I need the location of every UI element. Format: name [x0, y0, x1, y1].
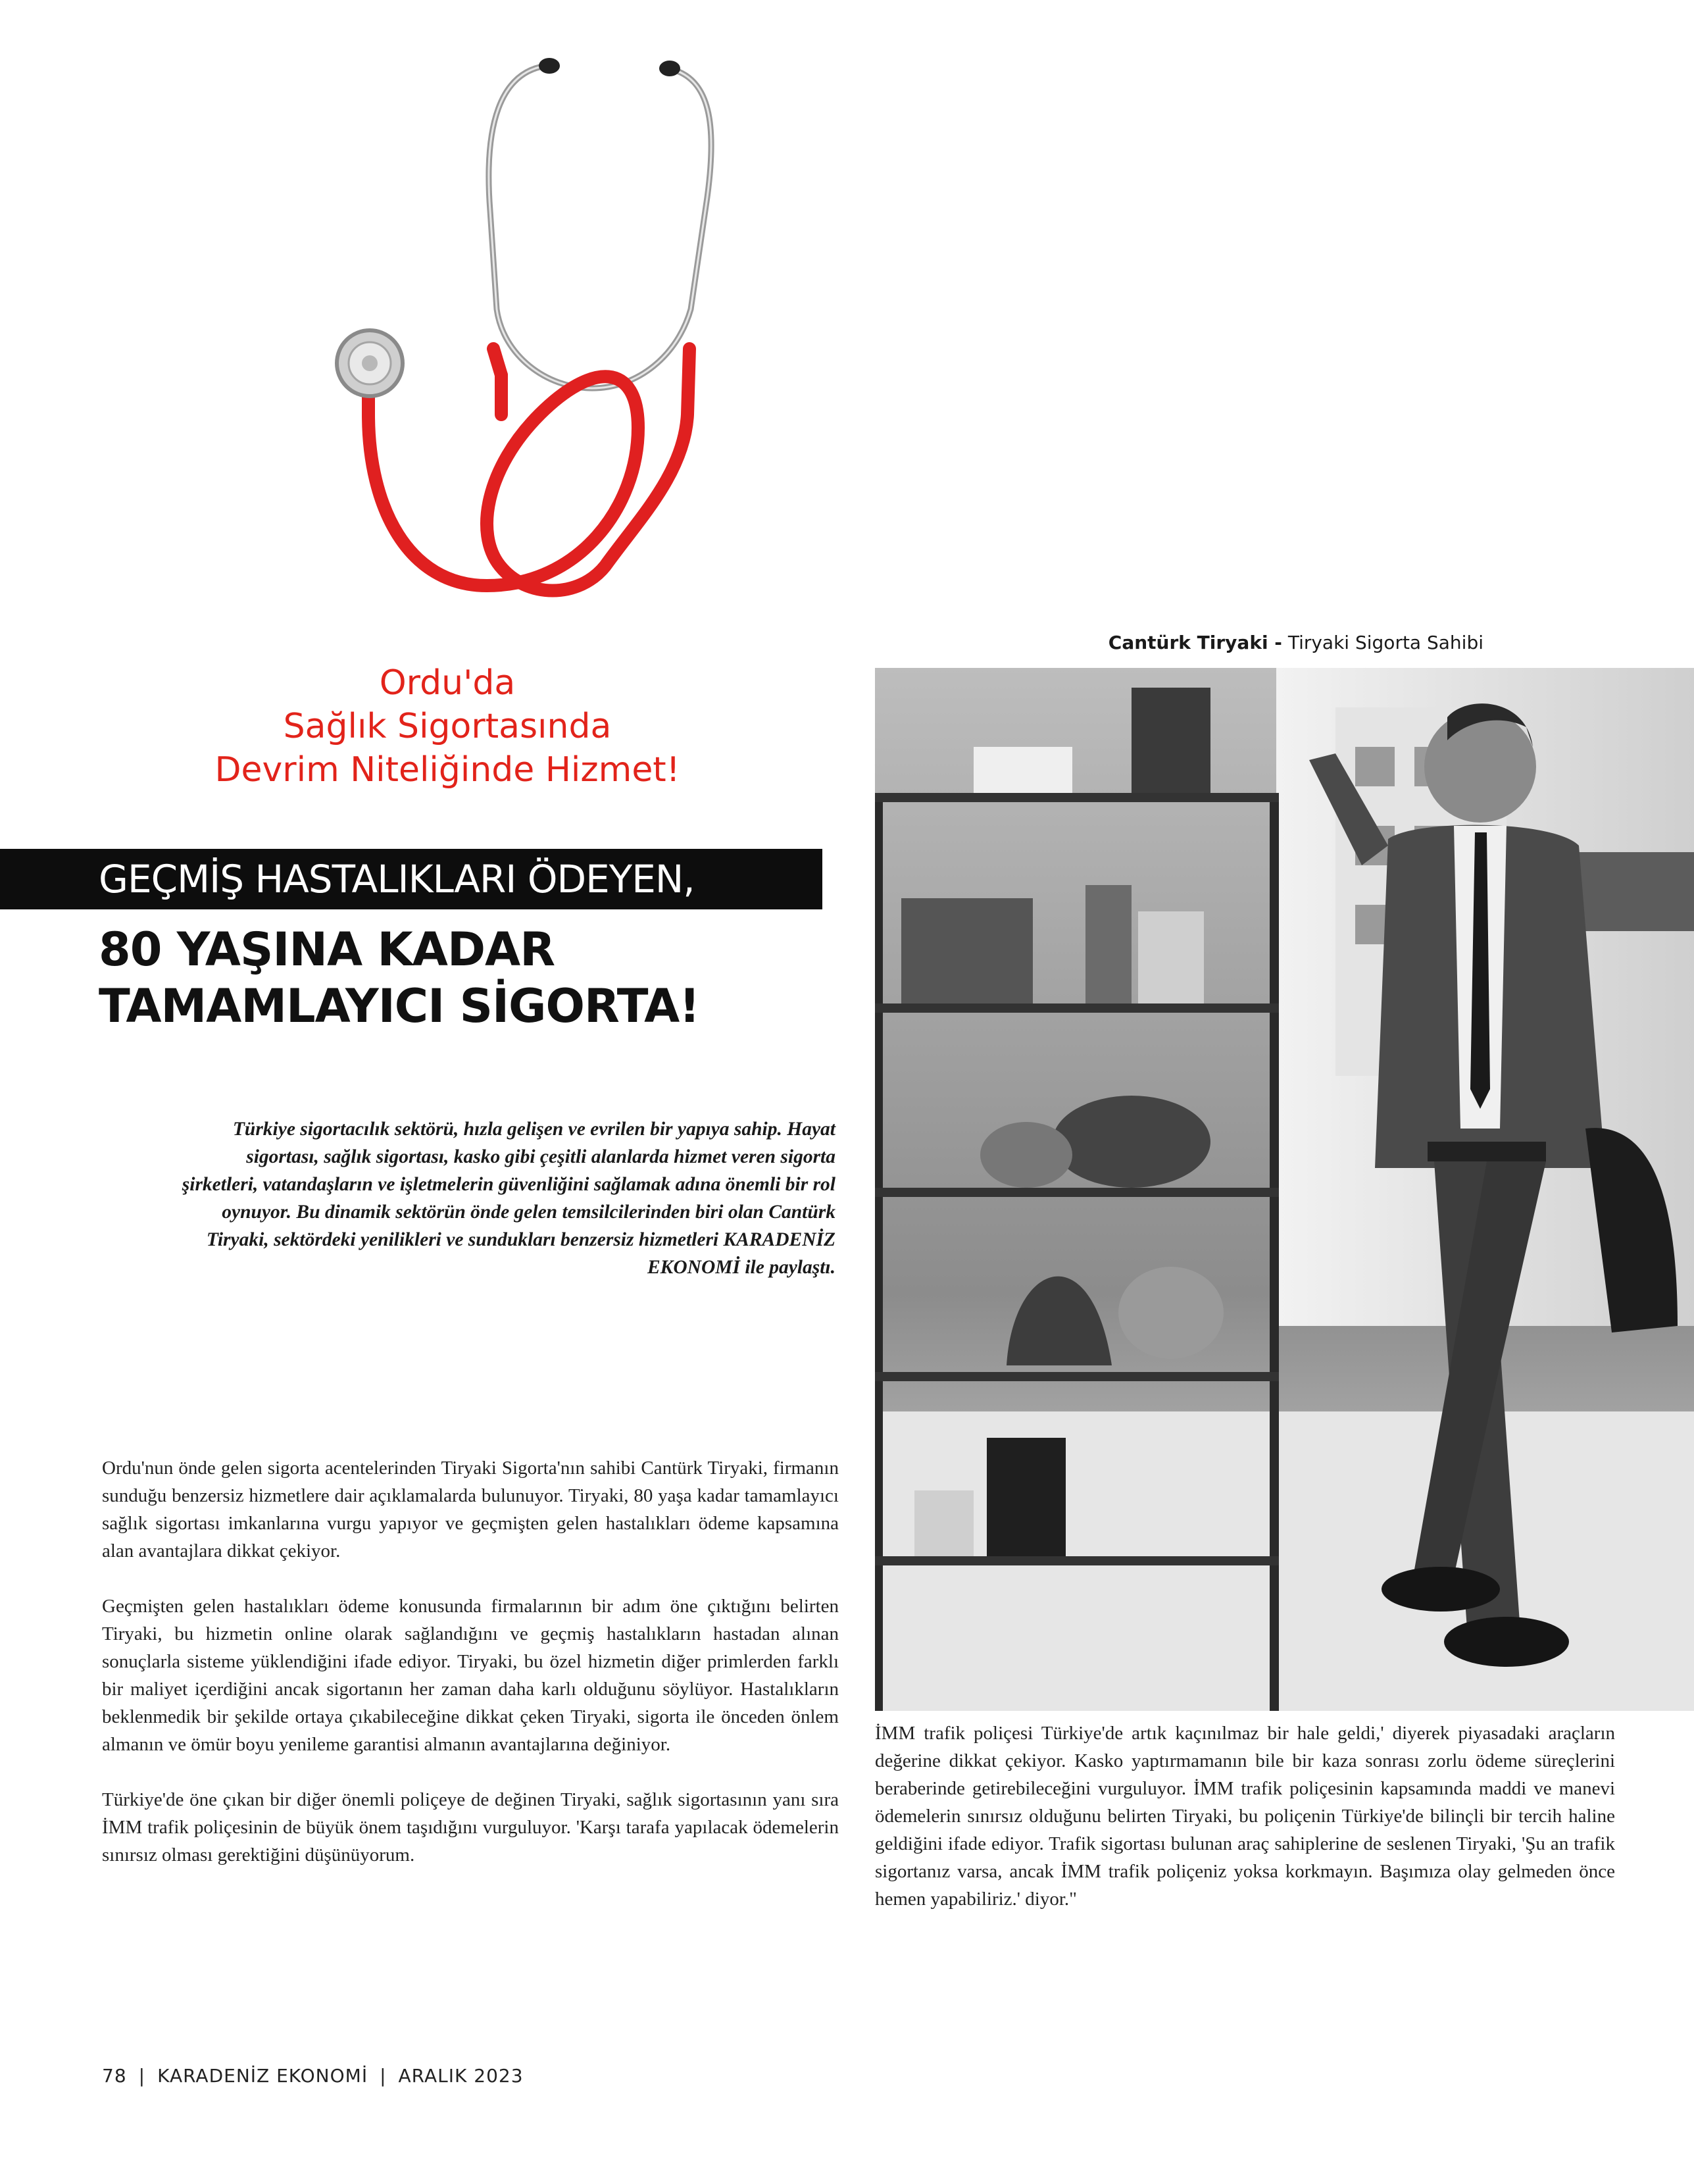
headline-band-text: GEÇMİŞ HASTALIKLARI ÖDEYEN,: [99, 857, 695, 902]
portrait-photo-graphic: [875, 668, 1694, 1711]
footer-separator: |: [138, 2065, 146, 2087]
body-paragraph: Geçmişten gelen hastalıkları ödeme konusunda firmalarının bir adım öne çıktığını belirten Tiryaki, bu hizmetin online olarak sağlandığını ve geçmiş hastalıkların hastadan alınan sonuçlarla sisteme yüklendiğini ifade ediyor. Tiryaki, bu özel hizmetin diğer primlerden farklı bir maliyet içerdiğini ancak sigortanın her zaman daha karlı olduğunu söylüyor. Hastalıkların beklenmedik bir şekilde ortaya çıkabileceğine dikkat çeken Tiryaki, sigorta ile önceden önlem almanın ve ömür boyu yenileme garantisi almanın avantajlarına değiniyor.: [102, 1596, 839, 1755]
kicker-line-3: Devrim Niteliğinde Hizmet!: [214, 750, 680, 790]
body-column-left: [102, 1454, 839, 1896]
stethoscope-illustration: [329, 46, 829, 625]
kicker-heading: [99, 661, 796, 792]
kicker-line-2: Sağlık Sigortasında: [283, 707, 612, 746]
caption-role: Tiryaki Sigorta Sahibi: [1287, 632, 1483, 653]
body-paragraph: İMM trafik poliçesi Türkiye'de artık kaçınılmaz bir hale geldi,' diyerek piyasadaki araçların değerine dikkat çekiyor. Kasko yaptırmamanın bile bir kaza sonrası zorlu ödeme süreçlerini beraberinde getirebileceğini vurguluyor. İMM trafik poliçesinin kapsamında maddi ve manevi ödemelerin sınırsız olduğunu belirten Tiryaki, bu poliçenin Türkiye'de bilinçli bir tercih haline geldiğini ifade ediyor. Trafik sigortası bulunan araç sahiplerine de seslenen Tiryaki, 'Şu an trafik sigortanız varsa, ancak İMM trafik poliçeniz yoksa korkmayın. Başımıza olay gelmeden önce hemen yapabiliriz.' diyor.": [875, 1723, 1615, 1910]
lead-paragraph: Türkiye sigortacılık sektörü, hızla gelişen ve evrilen bir yapıya sahip. Hayat sigortası, sağlık sigortası, kasko gibi çeşitli alanlarda hizmet veren sigorta şirketleri, vatandaşların ve işletmelerin güvenliğini sağlamak adına önemli bir rol oynuyor. Bu dinamik sektörün önde gelen temsilcilerinden biri olan Cantürk Tiryaki, sektördeki yenilikleri ve sundukları benzersiz hizmetleri KARADENİZ EKONOMİ ile paylaştı.: [182, 1119, 835, 1278]
headline-line-1: 80 YAŞINA KADAR: [99, 923, 555, 977]
magazine-name: KARADENİZ EKONOMİ: [157, 2065, 368, 2087]
main-headline: [99, 921, 822, 1034]
page-footer: [102, 2063, 891, 2089]
footer-separator: |: [380, 2065, 387, 2087]
caption-name: Cantürk Tiryaki -: [1108, 632, 1282, 653]
portrait-photo: [875, 668, 1694, 1711]
page-number: 78: [102, 2065, 127, 2087]
body-paragraph: Türkiye'de öne çıkan bir diğer önemli poliçeye de değinen Tiryaki, sağlık sigortasının yanı sıra İMM trafik poliçesinin de büyük önem taşıdığını vurguluyor. 'Karşı tarafa yapılacak ödemelerin sınırsız olması gerektiğini düşünüyorum.: [102, 1789, 839, 1866]
kicker-line-1: Ordu'da: [379, 663, 516, 703]
issue-date: ARALIK 2023: [398, 2065, 524, 2087]
photo-caption: [875, 628, 1483, 657]
headline-line-2: TAMAMLAYICI SİGORTA!: [99, 979, 700, 1033]
body-paragraph: Ordu'nun önde gelen sigorta acentelerinden Tiryaki Sigorta'nın sahibi Cantürk Tiryaki, firmanın sunduğu benzersiz hizmetlere dair açıklamalarda bulunuyor. Tiryaki, 80 yaşa kadar tamamlayıcı sağlık sigortası imkanlarına vurgu yapıyor ve geçmişten gelen hastalıkları ödeme kapsamına alan avantajlara dikkat çekiyor.: [102, 1458, 839, 1562]
body-column-right: [875, 1719, 1615, 1941]
